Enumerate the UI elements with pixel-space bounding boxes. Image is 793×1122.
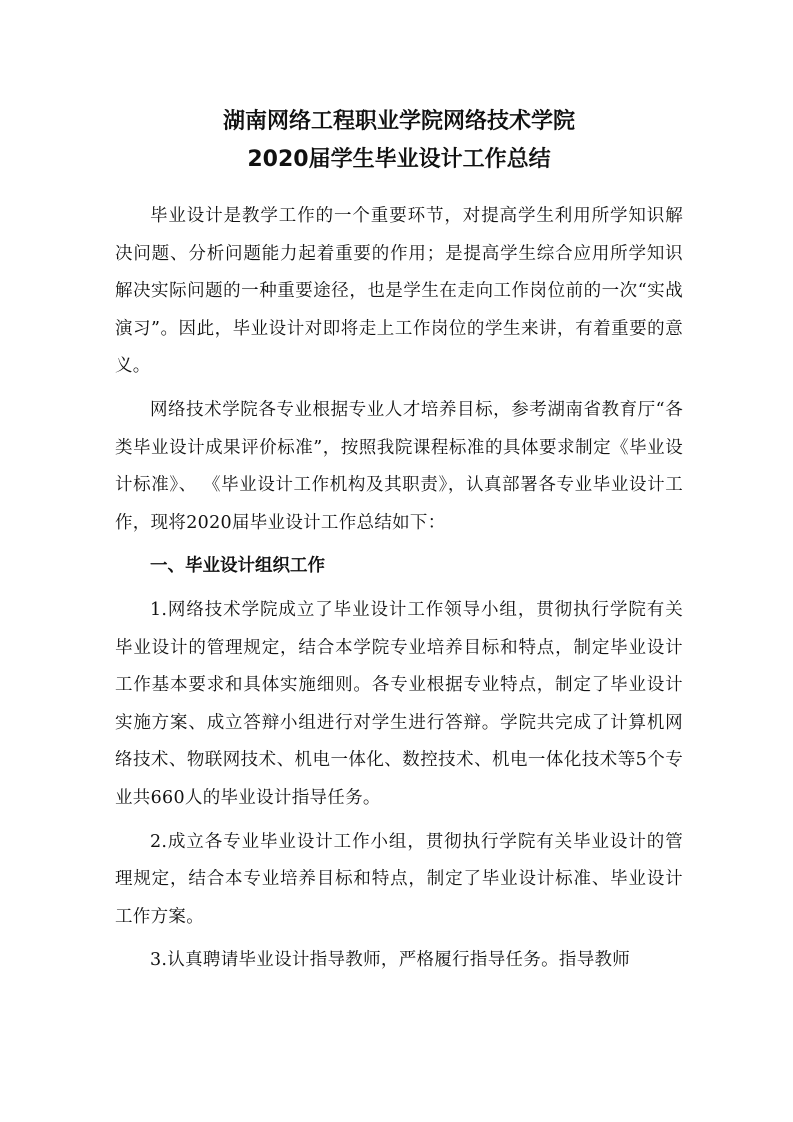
section-heading-1: 一、毕业设计组织工作 <box>150 556 325 577</box>
document-body <box>115 198 683 980</box>
document-title <box>115 103 683 179</box>
intro-paragraph-2: 网络技术学院各专业根据专业人才培养目标，参考湖南省教育厅“各类毕业设计成果评价标准”，按照我院课程标准的具体要求制定《毕业设计标准》、 《毕业设计工作机构及其职责》，认真部署各专业毕业设计工作，现将2020届毕业设计工作总结如下： <box>115 399 683 533</box>
section-1-item-1: 1.网络技术学院成立了毕业设计工作领导小组，贯彻执行学院有关毕业设计的管理规定，结合本学院专业培养目标和特点，制定毕业设计工作基本要求和具体实施细则。各专业根据专业特点，制定了毕业设计实施方案、成立答辩小组进行对学生进行答辩。学院共完成了计算机网络技术、物联网技术、机电一体化、数控技术、机电一体化技术等5个专业共660人的毕业设计指导任务。 <box>115 599 683 808</box>
section-1-item-2: 2.成立各专业毕业设计工作小组，贯彻执行学院有关毕业设计的管理规定，结合本专业培养目标和特点，制定了毕业设计标准、毕业设计工作方案。 <box>115 831 683 927</box>
title-line-1: 湖南网络工程职业学院网络技术学院 <box>222 109 575 134</box>
title-line-2: 2020届学生毕业设计工作总结 <box>247 147 551 172</box>
section-1-item-3: 3.认真聘请毕业设计指导教师，严格履行指导任务。指导教师 <box>150 950 631 971</box>
intro-paragraph-1: 毕业设计是教学工作的一个重要环节，对提高学生利用所学知识解决问题、分析问题能力起着重要的作用；是提高学生综合应用所学知识解决实际问题的一种重要途径，也是学生在走向工作岗位前的一次“实战演习”。因此，毕业设计对即将走上工作岗位的学生来讲，有着重要的意义。 <box>115 206 683 377</box>
